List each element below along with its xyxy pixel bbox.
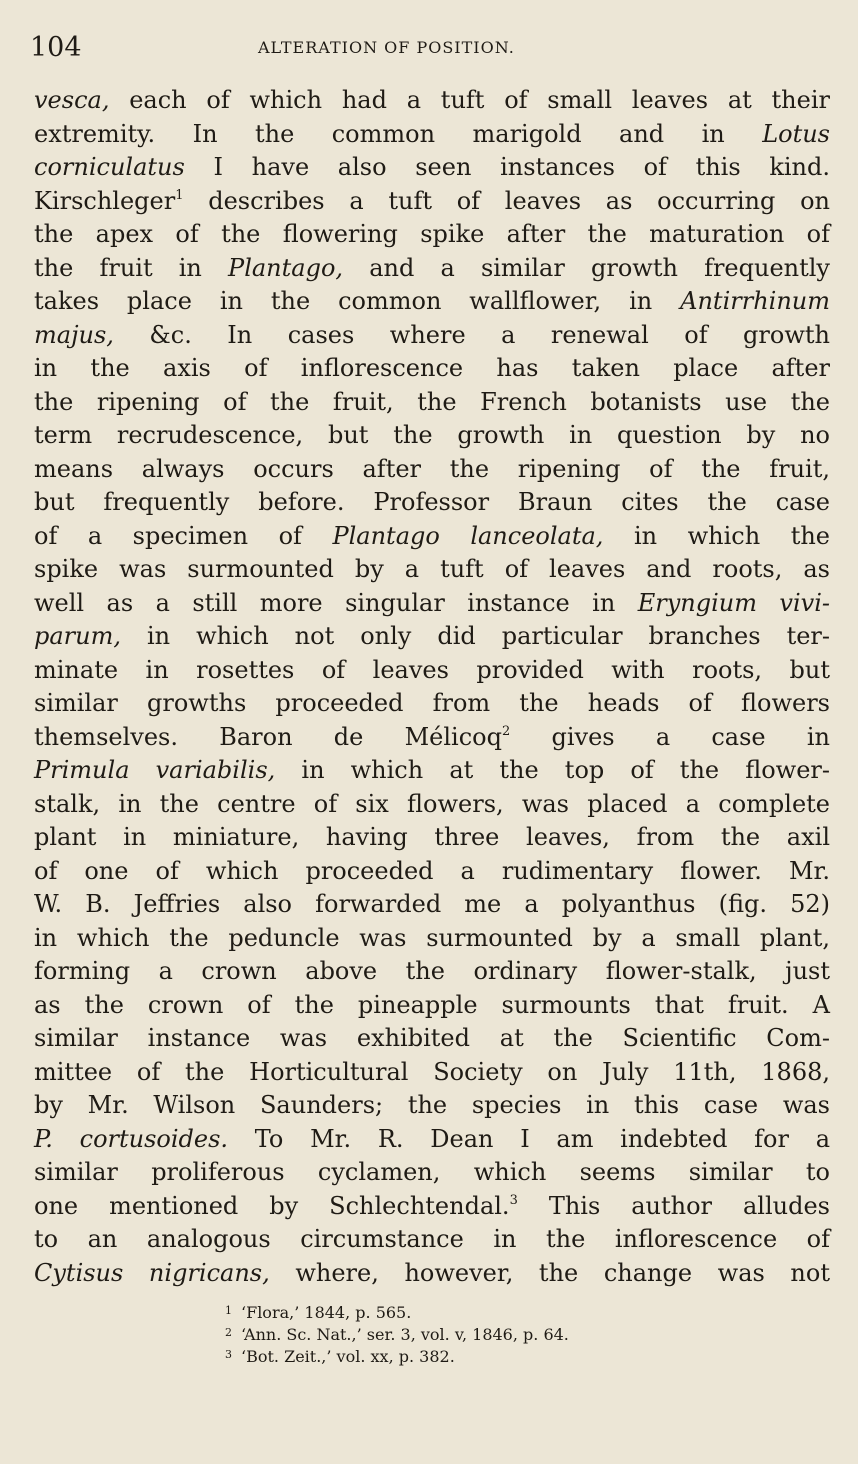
footnotes — [225, 1300, 785, 1366]
footnote-mark: 1 — [225, 1304, 232, 1317]
text-line — [34, 855, 830, 889]
text-segment: W. B. Jeffries also forwarded me a polyanthus (fig. 52) — [34, 890, 830, 918]
footnote-text: ‘Bot. Zeit.,’ vol. xx, p. 382. — [241, 1347, 455, 1366]
body-text — [34, 84, 830, 1290]
footnote-mark: 3 — [225, 1348, 232, 1361]
text-segment: mittee of the Horticultural Society on July 11th, 1868, — [34, 1057, 830, 1086]
text-segment: plant in miniature, having three leaves, from the axil — [34, 823, 830, 851]
text-line — [34, 1022, 830, 1056]
text-line — [34, 955, 830, 989]
footnote-mark: 2 — [225, 1326, 232, 1339]
text-line — [34, 1123, 830, 1157]
text-line — [34, 587, 830, 621]
text-line — [34, 118, 830, 152]
text-segment: To Mr. R. Dean I am indebted for a — [228, 1124, 831, 1153]
text-segment: I have also seen instances of this kind. — [184, 153, 830, 181]
text-segment: well as a still more singular instance in — [34, 588, 638, 617]
text-line — [34, 1257, 830, 1291]
text-segment: by Mr. Wilson Saunders; the species in this case was — [34, 1091, 830, 1119]
text-segment: in which not only did particular branches ter- — [121, 622, 830, 650]
text-line — [34, 821, 830, 855]
text-segment: as the crown of the pineapple surmounts that fruit. A — [34, 990, 830, 1019]
text-segment: to an analogous circumstance in the inflorescence of — [34, 1225, 830, 1253]
text-segment: each of which had a tuft of small leaves at their — [109, 86, 830, 114]
text-segment: in the axis of inflorescence has taken place after — [34, 354, 830, 382]
text-segment: themselves. Baron de Mélicoq — [34, 722, 502, 751]
text-segment: and a similar growth frequently — [343, 253, 830, 282]
italic-text: Eryngium vivi- — [637, 588, 831, 617]
text-segment: but frequently before. Professor Braun cites the case — [34, 488, 830, 516]
text-segment: gives a case in — [510, 722, 831, 751]
text-segment: similar growths proceeded from the heads of flowers — [34, 689, 830, 717]
text-line — [34, 419, 830, 453]
text-segment: describes a tuft of leaves as occurring on — [183, 186, 830, 215]
text-line — [34, 620, 830, 654]
text-segment: of a specimen of — [34, 521, 333, 550]
text-segment: in which at the top of the flower- — [275, 756, 831, 784]
text-segment: extremity. In the common marigold and in — [34, 119, 763, 148]
italic-text: parum, — [34, 622, 121, 650]
text-segment: in which the — [603, 521, 830, 550]
text-line — [34, 285, 830, 319]
text-line — [34, 721, 830, 755]
footnote-text: ‘Ann. Sc. Nat.,’ ser. 3, vol. v, 1846, p. 64. — [241, 1325, 569, 1344]
text-segment: forming a crown above the ordinary flower-stalk, just — [34, 957, 830, 985]
text-line — [34, 252, 830, 286]
text-segment: the apex of the flowering spike after the maturation of — [34, 220, 830, 248]
text-line — [34, 654, 830, 688]
text-segment: where, however, the change was not — [269, 1258, 830, 1287]
text-line — [34, 553, 830, 587]
text-line — [34, 453, 830, 487]
text-segment: the ripening of the fruit, the French botanists use the — [34, 387, 830, 416]
footnote-ref: 2 — [501, 723, 511, 739]
text-line — [34, 989, 830, 1023]
text-line — [34, 1190, 830, 1224]
page-number: 104 — [30, 32, 82, 63]
text-line — [34, 1156, 830, 1190]
text-segment: the fruit in — [34, 253, 229, 282]
italic-text: Cytisus nigricans, — [34, 1258, 270, 1287]
text-line — [34, 386, 830, 420]
text-line — [34, 151, 830, 185]
italic-text: corniculatus — [34, 153, 185, 181]
text-segment: one mentioned by Schlechtendal. — [34, 1191, 510, 1220]
text-line — [34, 888, 830, 922]
text-line — [34, 486, 830, 520]
text-segment: of one of which proceeded a rudimentary flower. Mr. — [34, 856, 830, 885]
text-line — [34, 84, 830, 118]
text-segment: Kirschleger — [34, 186, 176, 215]
text-line — [34, 1223, 830, 1257]
text-line — [34, 788, 830, 822]
text-segment: spike was surmounted by a tuft of leaves and roots, as — [34, 555, 830, 583]
running-title: ALTERATION OF POSITION. — [258, 38, 515, 57]
text-line — [34, 520, 830, 554]
text-segment: stalk, in the centre of six flowers, was placed a complete — [34, 789, 830, 818]
text-line — [34, 218, 830, 252]
footnote — [225, 1322, 785, 1344]
footnote-ref: 3 — [509, 1192, 518, 1208]
page-header — [30, 28, 830, 68]
italic-text: Antirrhinum — [680, 287, 830, 315]
italic-text: Lotus — [762, 119, 830, 148]
text-line — [34, 1056, 830, 1090]
text-line — [34, 1089, 830, 1123]
footnote — [225, 1344, 785, 1366]
footnote-text: ‘Flora,’ 1844, p. 565. — [241, 1303, 412, 1322]
italic-text: vesca, — [34, 86, 110, 114]
text-segment: in which the peduncle was surmounted by a small plant, — [34, 923, 830, 952]
text-segment: minate in rosettes of leaves provided with roots, but — [34, 655, 830, 684]
footnote — [225, 1300, 785, 1322]
text-segment: similar proliferous cyclamen, which seems similar to — [34, 1158, 830, 1186]
text-segment: This author alludes — [517, 1191, 830, 1220]
italic-text: majus, — [34, 320, 114, 349]
text-segment: takes place in the common wallflower, in — [34, 287, 681, 315]
italic-text: Primula variabilis, — [34, 756, 276, 784]
italic-text: Plantago lanceolata, — [332, 521, 604, 550]
text-segment: similar instance was exhibited at the Scientific Com- — [34, 1024, 830, 1052]
text-segment: term recrudescence, but the growth in question by no — [34, 421, 830, 449]
italic-text: Plantago, — [228, 253, 344, 282]
text-segment: &c. In cases where a renewal of growth — [113, 320, 830, 349]
text-line — [34, 185, 830, 219]
text-line — [34, 687, 830, 721]
text-line — [34, 922, 830, 956]
text-line — [34, 319, 830, 353]
text-line — [34, 754, 830, 788]
footnote-ref: 1 — [175, 187, 184, 203]
text-segment: means always occurs after the ripening of the fruit, — [34, 454, 830, 483]
italic-text: P. cortusoides. — [34, 1124, 229, 1153]
text-line — [34, 352, 830, 386]
